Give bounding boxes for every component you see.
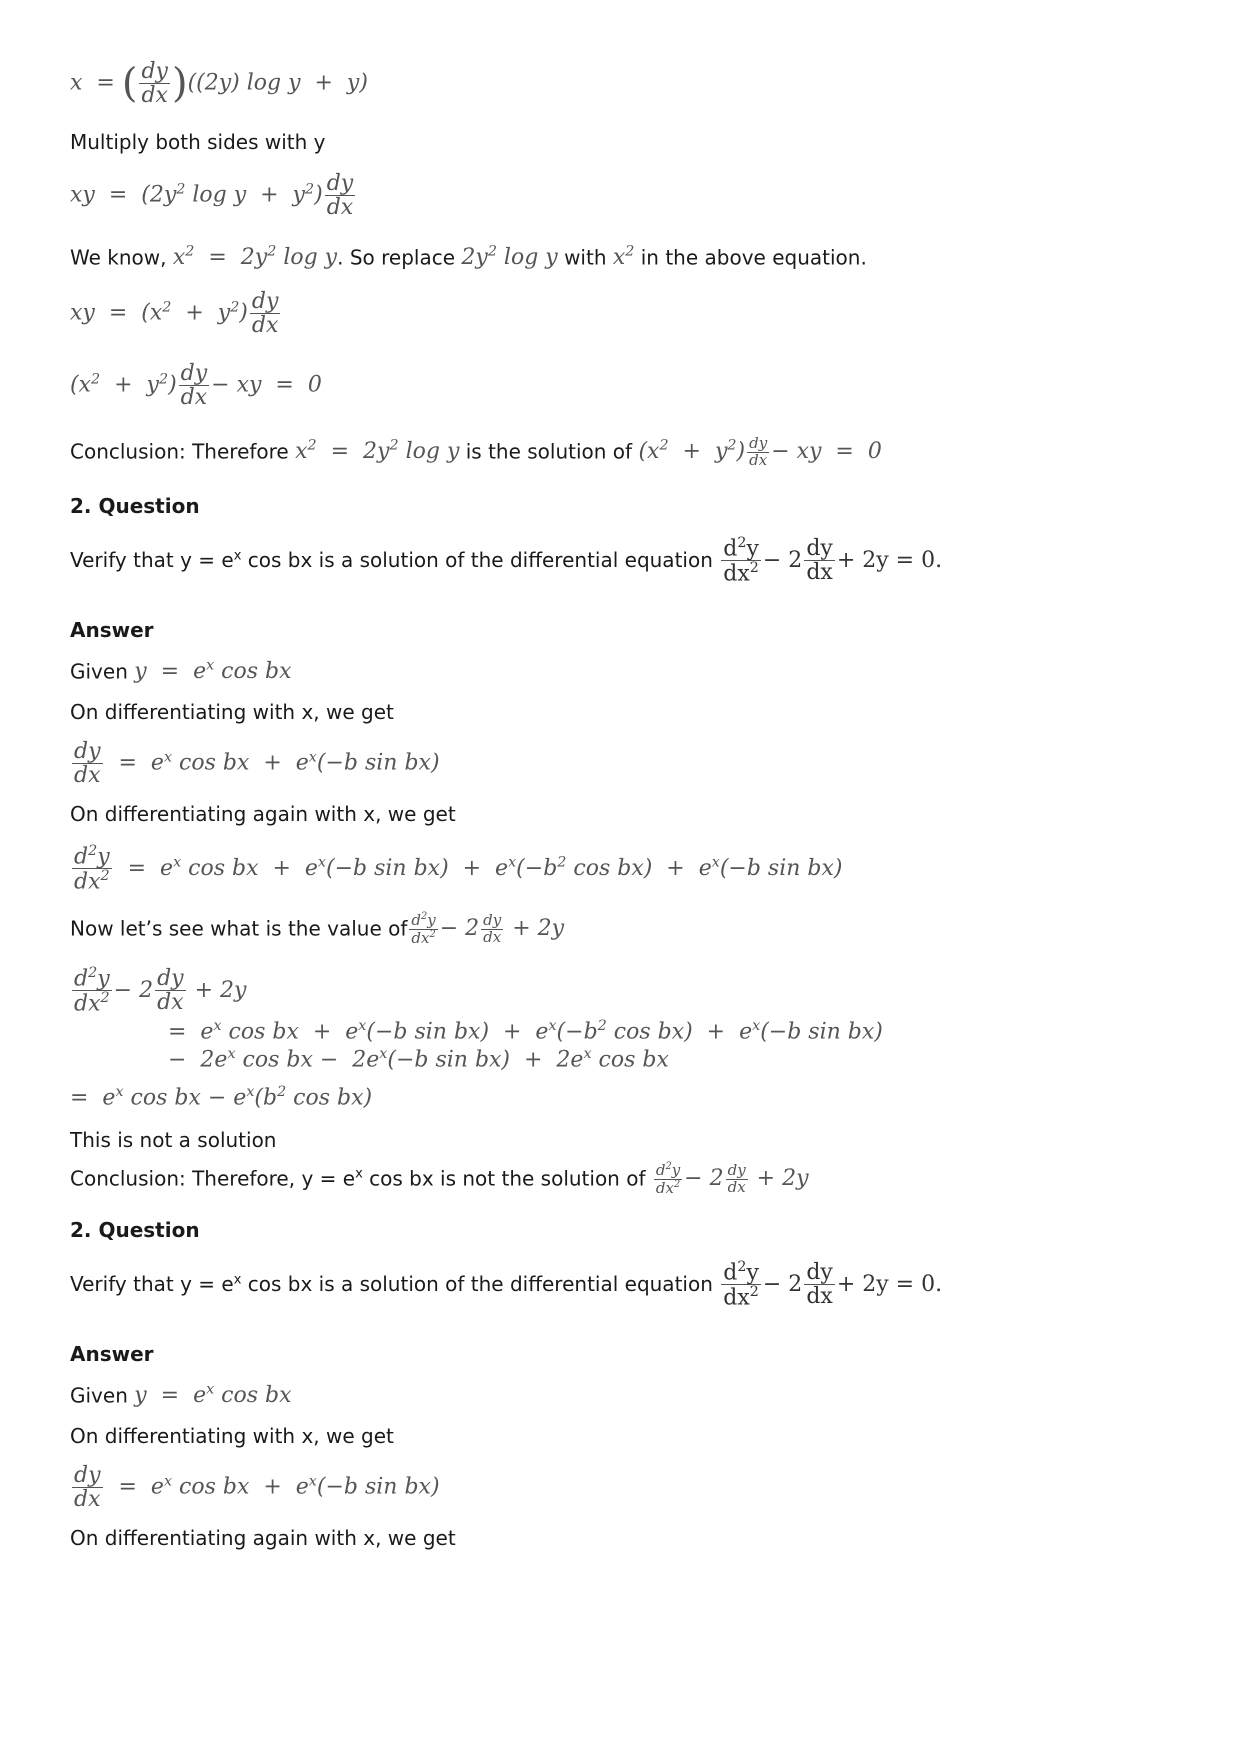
given-line-b: Given $y = e^x$ cos bx — [70, 1382, 292, 1409]
equation-first-derivative-b: $\frac{dy}{dx}$ = $e^x$ cos bx + $e^x(-b$ sin bx) — [74, 1463, 440, 1513]
question-prompt-a: Verify that $y = e^x$ cos bx is a solution of the differential equation $\frac{d^2y}{dx^2}$ − 2 $\frac{dy}{dx}$ + 2y = 0. — [70, 535, 943, 587]
equation-xy-2: xy = $(x^2 + y^2)$ $\frac{dy}{dx}$ — [70, 289, 279, 339]
equation-evaluation-a: $\frac{d^2y}{dx^2}$ − 2 $\frac{dy}{dx}$ + 2y — [74, 965, 247, 1017]
equation-rearranged: $(x^2 + y^2)$ $\frac{dy}{dx}$ − xy = 0 — [70, 361, 322, 411]
answer-heading-b: Answer — [70, 1342, 154, 1366]
not-solution-text: This is not a solution — [70, 1128, 277, 1152]
question-heading-a: 2. Question — [70, 494, 200, 518]
diff-text-b2: On differentiating again with x, we get — [70, 1526, 456, 1550]
multiply-text: Multiply both sides with y — [70, 130, 326, 154]
given-line-a: Given $y = e^x$ cos bx — [70, 658, 292, 685]
diff-text-a2: On differentiating again with x, we get — [70, 802, 456, 826]
equation-xy-1: xy = ($2y^2$ $\log y + y^2$) $\frac{dy}{dx}$ — [70, 171, 354, 221]
value-of-line: Now let’s see what is the value of $\frac{d^2y}{dx^2}$ − 2 $\frac{dy}{dx}$ + 2y — [70, 911, 565, 947]
question-heading-b: 2. Question — [70, 1218, 200, 1242]
equation-evaluation-line1: = $e^x$ cos bx + $e^x(-b$ $\sin bx) + e^x(-b^2$ $\cos bx) + e^x(-b$ sin bx) — [168, 1018, 883, 1045]
question-prompt-b: Verify that $y = e^x$ cos bx is a solution of the differential equation $\frac{d^2y}{dx^2}$ − 2 $\frac{dy}{dx}$ + 2y = 0. — [70, 1259, 943, 1311]
equation-evaluation-line2: − $2e^x$ cos bx − $2e^x(-b$ $\sin bx) + 2e^x$ cos bx — [168, 1046, 669, 1073]
equation-result-a: = $e^x$ cos bx − $e^x(b^2$ cos bx) — [70, 1084, 373, 1111]
conclusion-1: Conclusion: Therefore $x^2 = 2y^2$ log y is the solution of $(x^2 + y^2)$ $\frac{dy}{dx}$ − xy = 0 — [70, 434, 882, 469]
equation-x-dydx: x = ( $\frac{dy}{dx}$ )((2y) log y + y) — [70, 59, 368, 109]
we-know-line: We know, $x^2 = 2y^2$ log y. So replace $2y^2$ log y with $x^2$ in the above equation. — [70, 244, 867, 271]
diff-text-b1: On differentiating with x, we get — [70, 1424, 394, 1448]
answer-heading-a: Answer — [70, 618, 154, 642]
equation-first-derivative-a: $\frac{dy}{dx}$ = $e^x$ cos bx + $e^x(-b$ sin bx) — [74, 739, 440, 789]
diff-text-a1: On differentiating with x, we get — [70, 700, 394, 724]
equation-second-derivative-a: $\frac{d^2y}{dx^2}$ = $e^x$ cos bx + $e^x(-b$ $\sin bx) + e^x(-b^2$ $\cos bx) + e^x(-b$ sin bx) — [74, 843, 843, 895]
conclusion-a: Conclusion: Therefore, $y = e^x$ cos bx is not the solution of $\frac{d^2y}{dx^2}$ − 2 $\frac{dy}{dx}$ + 2y — [70, 1161, 809, 1197]
